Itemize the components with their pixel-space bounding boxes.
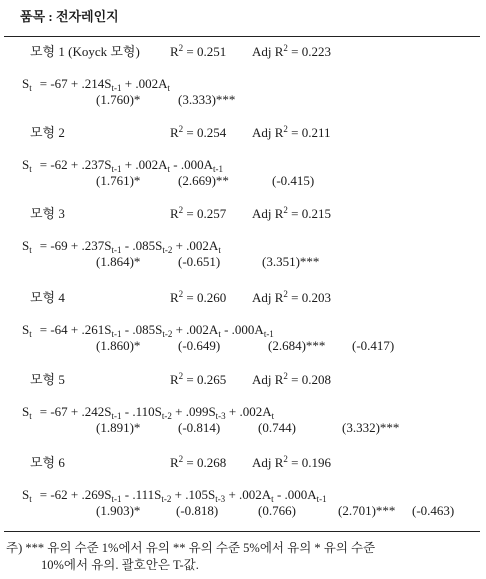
regression-equation [22, 487, 327, 503]
eq-term: .002A [239, 487, 272, 502]
eq-subscript: t [271, 494, 274, 504]
r-squared [170, 125, 226, 141]
eq-term: - [220, 322, 232, 337]
r2-value: = 0.265 [186, 372, 227, 387]
eq-term: .002A [239, 404, 272, 419]
t-statistic: (3.351)*** [262, 254, 320, 269]
model-name: 모형 4 [30, 290, 65, 305]
adj-r-squared [252, 206, 331, 222]
dependent-var-sub: t [29, 329, 32, 339]
adj-sup: 2 [283, 124, 288, 134]
adj-label: Adj R [252, 206, 284, 221]
t-statistic: (-0.463) [412, 503, 455, 518]
eq-subscript: t-1 [111, 245, 122, 255]
t-statistic: (1.864)* [96, 254, 141, 269]
dependent-var-sub: t [29, 411, 32, 421]
eq-term: + [171, 404, 186, 419]
adj-sup: 2 [283, 454, 288, 464]
eq-term: + [121, 157, 136, 172]
item-title: 품목 : 전자레인지 [20, 9, 119, 24]
equals: = [39, 157, 51, 172]
adj-value: = 0.196 [291, 455, 332, 470]
adj-value: = 0.223 [291, 44, 332, 59]
r2-label: R [170, 455, 179, 470]
eq-subscript: t-2 [162, 245, 173, 255]
eq-term: .085S [132, 322, 163, 337]
t-statistic: (1.903)* [96, 503, 141, 518]
eq-term: - [170, 157, 181, 172]
t-statistic: (2.669)** [178, 173, 229, 188]
dependent-var-sub: t [29, 245, 32, 255]
t-statistic: (-0.651) [178, 254, 221, 269]
eq-term: .237S [81, 157, 112, 172]
eq-subscript: t-1 [111, 83, 122, 93]
eq-subscript: t-1 [263, 329, 274, 339]
eq-term: - [121, 238, 133, 253]
eq-subscript: t-1 [212, 164, 223, 174]
r2-sup: 2 [178, 43, 184, 53]
t-statistic: (1.760)* [96, 92, 141, 107]
adj-label: Adj R [252, 455, 284, 470]
r2-value: = 0.260 [186, 290, 227, 305]
adj-value: = 0.208 [291, 372, 332, 387]
model-name: 모형 3 [30, 206, 65, 221]
eq-term: + [172, 238, 187, 253]
adj-label: Adj R [252, 290, 284, 305]
eq-term: -62 + [50, 157, 82, 172]
t-statistic: (-0.649) [178, 338, 221, 353]
r2-value: = 0.257 [186, 206, 227, 221]
r2-sup: 2 [178, 124, 184, 134]
r2-sup: 2 [178, 371, 184, 381]
r2-label: R [170, 44, 179, 59]
equals: = [39, 238, 51, 253]
eq-term: .242S [81, 404, 112, 419]
adj-value: = 0.203 [291, 290, 332, 305]
dependent-var: S [22, 157, 30, 172]
t-statistic: (3.332)*** [342, 420, 400, 435]
eq-subscript: t [167, 83, 170, 93]
r2-label: R [170, 290, 179, 305]
adj-sup: 2 [283, 205, 288, 215]
adj-sup: 2 [283, 371, 288, 381]
eq-term: .111S [132, 487, 162, 502]
adj-sup: 2 [283, 289, 288, 299]
eq-term: .085S [132, 238, 163, 253]
eq-term: + [172, 322, 187, 337]
eq-term: + [121, 76, 136, 91]
eq-term: - [121, 487, 133, 502]
adj-sup: 2 [283, 43, 288, 53]
eq-term: -69 + [50, 238, 82, 253]
equals: = [39, 487, 51, 502]
eq-term: -62 + [50, 487, 82, 502]
model-name: 모형 6 [30, 455, 65, 470]
r2-label: R [170, 206, 179, 221]
t-statistic: (-0.417) [352, 338, 395, 353]
dependent-var: S [22, 238, 30, 253]
r-squared [170, 206, 226, 222]
eq-term: - [121, 404, 133, 419]
r2-value: = 0.251 [186, 44, 227, 59]
footnote-line-2: 10%에서 유의. 괄호안은 T-값. [41, 558, 199, 572]
r2-sup: 2 [178, 454, 184, 464]
t-statistic: (1.860)* [96, 338, 141, 353]
eq-term: .000A [180, 157, 213, 172]
regression-equation [22, 238, 221, 254]
eq-subscript: t-2 [162, 329, 173, 339]
r2-label: R [170, 372, 179, 387]
t-statistic: (-0.818) [176, 503, 219, 518]
adj-r-squared [252, 290, 331, 306]
adj-label: Adj R [252, 125, 284, 140]
dependent-var-sub: t [29, 164, 32, 174]
t-statistic: (3.333)*** [178, 92, 236, 107]
footnote-line-1: 주) *** 유의 수준 1%에서 유의 ** 유의 수준 5%에서 유의 * 유의 수준 [6, 541, 376, 555]
eq-subscript: t-2 [161, 411, 172, 421]
equals: = [39, 76, 51, 91]
adj-value: = 0.211 [291, 125, 331, 140]
t-statistic: (2.701)*** [338, 503, 396, 518]
model-name: 모형 5 [30, 372, 65, 387]
model-name: 모형 1 (Koyck 모형) [30, 44, 140, 59]
r2-sup: 2 [178, 289, 184, 299]
adj-r-squared [252, 455, 331, 471]
eq-subscript: t-1 [111, 164, 122, 174]
eq-term: .000A [231, 322, 264, 337]
eq-subscript: t [218, 329, 221, 339]
eq-term: .269S [81, 487, 112, 502]
r-squared [170, 455, 226, 471]
eq-term: -64 + [50, 322, 82, 337]
regression-equation [22, 157, 223, 173]
adj-r-squared [252, 44, 331, 60]
eq-term: .002A [186, 238, 219, 253]
eq-term: .002A [186, 322, 219, 337]
eq-term: .105S [185, 487, 216, 502]
t-statistic: (0.766) [258, 503, 296, 518]
eq-term: .002A [135, 157, 168, 172]
eq-subscript: t [218, 245, 221, 255]
bottom-rule [4, 531, 480, 532]
r2-value: = 0.254 [186, 125, 227, 140]
dependent-var: S [22, 76, 30, 91]
t-statistic: (-0.814) [178, 420, 221, 435]
eq-term: - [121, 322, 133, 337]
dependent-var: S [22, 404, 30, 419]
r2-sup: 2 [178, 205, 184, 215]
top-rule [4, 36, 480, 37]
adj-value: = 0.215 [291, 206, 332, 221]
eq-term: + [225, 404, 240, 419]
r-squared [170, 372, 226, 388]
adj-r-squared [252, 372, 331, 388]
dependent-var-sub: t [29, 83, 32, 93]
equals: = [39, 322, 51, 337]
model-name: 모형 2 [30, 125, 65, 140]
t-statistic: (0.744) [258, 420, 296, 435]
eq-subscript: t-1 [111, 411, 122, 421]
t-statistic: (1.891)* [96, 420, 141, 435]
eq-term: .110S [132, 404, 162, 419]
dependent-var: S [22, 322, 30, 337]
t-statistic: (-0.415) [272, 173, 315, 188]
eq-subscript: t-3 [215, 411, 226, 421]
r-squared [170, 44, 226, 60]
r2-label: R [170, 125, 179, 140]
eq-term: -67 + [50, 404, 82, 419]
regression-equation [22, 322, 274, 338]
regression-equation [22, 76, 170, 92]
r-squared [170, 290, 226, 306]
eq-subscript: t [271, 411, 275, 421]
t-statistic: (2.684)*** [268, 338, 326, 353]
eq-subscript: t-1 [111, 329, 122, 339]
dependent-var-sub: t [29, 494, 32, 504]
eq-subscript: t-1 [316, 494, 327, 504]
equals: = [39, 404, 51, 419]
eq-term: + [225, 487, 240, 502]
eq-subscript: t [167, 164, 170, 174]
eq-term: .261S [81, 322, 112, 337]
adj-label: Adj R [252, 44, 284, 59]
eq-subscript: t-2 [161, 494, 172, 504]
t-statistic: (1.761)* [96, 173, 141, 188]
eq-term: -67 + [50, 76, 82, 91]
adj-r-squared [252, 125, 331, 141]
eq-term: .237S [81, 238, 112, 253]
eq-term: .002A [135, 76, 168, 91]
adj-label: Adj R [252, 372, 284, 387]
regression-equation [22, 404, 274, 420]
eq-term: .214S [81, 76, 112, 91]
eq-term: - [273, 487, 285, 502]
eq-term: .099S [185, 404, 216, 419]
eq-subscript: t-1 [111, 494, 122, 504]
dependent-var: S [22, 487, 30, 502]
eq-term: + [171, 487, 186, 502]
eq-subscript: t-3 [215, 494, 226, 504]
eq-term: .000A [284, 487, 317, 502]
r2-value: = 0.268 [186, 455, 227, 470]
